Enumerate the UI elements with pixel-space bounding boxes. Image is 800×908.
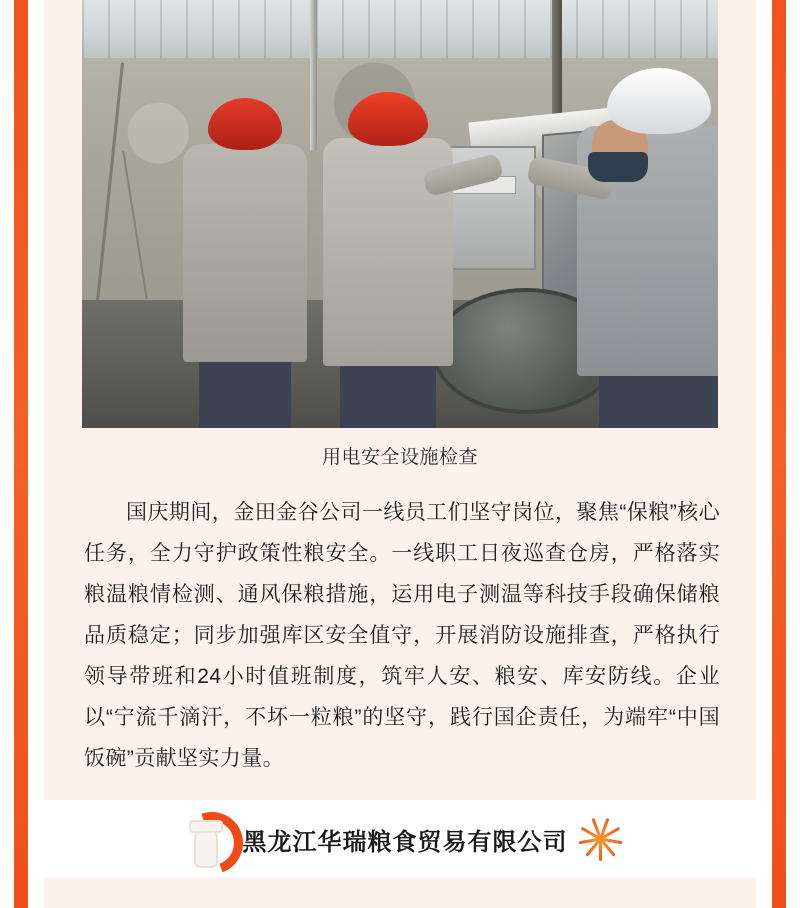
photo-worker-right bbox=[574, 68, 718, 428]
grain-mascot-icon bbox=[177, 808, 233, 870]
photo-conduit-pipe-right bbox=[552, 0, 562, 120]
red-helmet-icon bbox=[208, 98, 282, 150]
photo-worker-uniform bbox=[183, 144, 307, 362]
article-body-text: 国庆期间，金田金谷公司一线员工们坚守岗位，聚焦“保粮”核心任务，全力守护政策性粮安全。一线职工日夜巡查仓房，严格落实粮温粮情检测、通风保粮措施，运用电子测温等科技手段确保储粮品质稳定；同步加强库区安全值守，开展消防设施排查，严格执行领导带班和24小时值班制度，筑牢人安、粮安、库安防线。企业以“宁流千滴汗，不坏一粒粮”的坚守，践行国企责任，为端牢“中国饭碗”贡献坚实力量。 bbox=[84, 501, 720, 770]
photo-conduit-pipe bbox=[310, 0, 317, 150]
photo-worker-legs bbox=[599, 368, 718, 428]
inspection-photo bbox=[82, 0, 718, 428]
photo-wall-ribs bbox=[82, 0, 718, 64]
photo-worker-left bbox=[180, 98, 310, 428]
orange-frame-right bbox=[772, 0, 786, 908]
content-card bbox=[44, 0, 756, 908]
orange-frame-left bbox=[14, 0, 28, 908]
photo-worker-legs bbox=[340, 360, 436, 428]
photo-caption: 用电安全设施检查 bbox=[321, 447, 478, 468]
red-helmet-icon bbox=[348, 92, 428, 146]
bottom-strip bbox=[44, 878, 756, 908]
content-card-body bbox=[44, 0, 756, 800]
photo-worker-legs bbox=[199, 356, 291, 428]
outer-margin-right bbox=[795, 0, 800, 908]
footer-content bbox=[44, 800, 756, 878]
photo-scene bbox=[82, 0, 718, 428]
company-name: 黑龙江华瑞粮食贸易有限公司 bbox=[242, 828, 568, 856]
footer-bar bbox=[44, 800, 756, 878]
photo-worker-middle bbox=[320, 78, 456, 428]
firework-sparkle-icon bbox=[578, 814, 624, 864]
photo-worker-mask bbox=[588, 152, 648, 182]
outer-margin-left bbox=[0, 0, 5, 908]
white-helmet-icon bbox=[607, 68, 711, 134]
